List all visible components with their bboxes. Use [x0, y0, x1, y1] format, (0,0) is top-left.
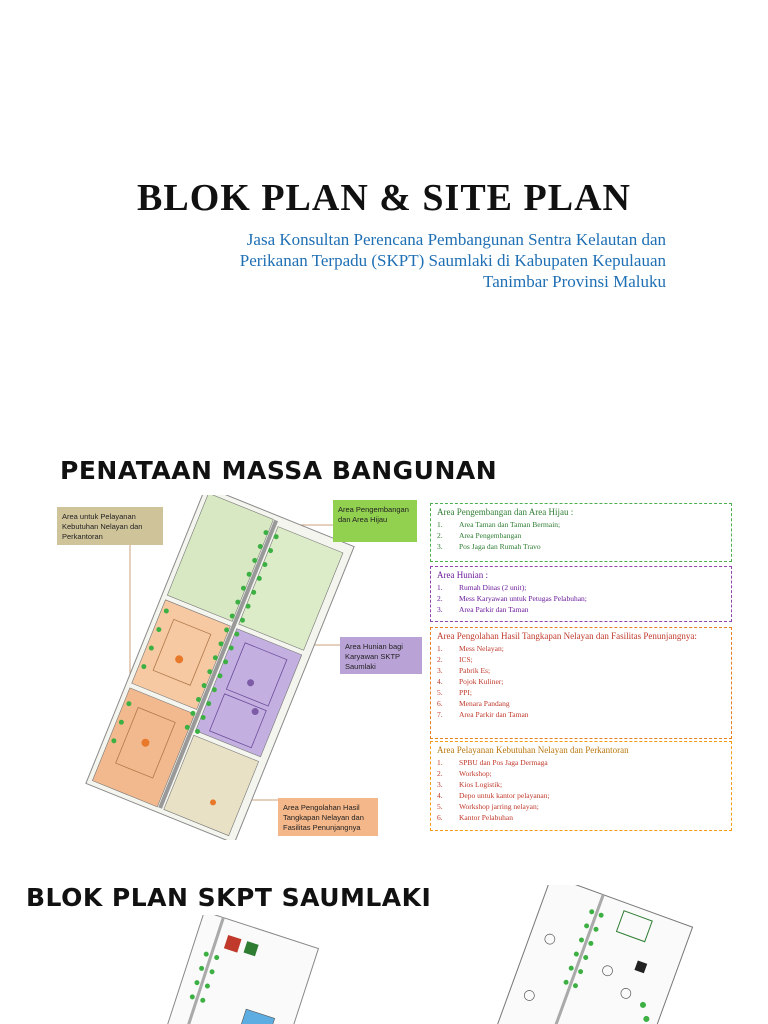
section-heading-blokplan: BLOK PLAN SKPT SAUMLAKI — [26, 883, 432, 912]
legend-title: Area Pelayanan Kebutuhan Nelayan dan Perkantoran — [437, 745, 629, 755]
legend-item: 3. Pabrik Es; — [437, 666, 491, 675]
legend-item: 4. Pojok Kuliner; — [437, 677, 504, 686]
legend-item: 7. Area Parkir dan Taman — [437, 710, 529, 719]
subtitle-line: Tanimbar Provinsi Maluku — [483, 272, 666, 291]
legend-item: 3. Pos Jaga dan Rumah Travo — [437, 542, 541, 551]
legend-title: Area Pengolahan Hasil Tangkapan Nelayan dan Fasilitas Penunjangnya: — [437, 631, 697, 641]
callout-hunian: Area Hunian bagi Karyawan SKTP Saumlaki — [340, 637, 422, 674]
legend-pengembangan — [430, 503, 732, 562]
legend-item: 2. ICS; — [437, 655, 473, 664]
legend-item: 6. Menara Pandang — [437, 699, 510, 708]
legend-item: 4. Depo untuk kantor pelayanan; — [437, 791, 550, 800]
legend-item: 2. Mess Karyawan untuk Petugas Pelabuhan; — [437, 594, 587, 603]
legend-pengolahan — [430, 627, 732, 739]
section-heading-penataan: PENATAAN MASSA BANGUNAN — [60, 456, 498, 485]
page-title: BLOK PLAN & SITE PLAN — [137, 177, 631, 219]
legend-title: Area Pengembangan dan Area Hijau : — [437, 507, 574, 517]
site-boundary — [493, 885, 692, 1024]
legend-item: 2. Area Pengembangan — [437, 531, 522, 540]
subtitle-line: Jasa Konsultan Perencana Pembangunan Sentra Kelautan dan — [246, 230, 666, 249]
legend-item: 5. Workshop jarring nelayan; — [437, 802, 539, 811]
legend-pelayanan — [430, 741, 732, 831]
block-plan-left-drawing — [140, 915, 330, 1024]
legend-hunian — [430, 566, 732, 622]
page-subtitle — [106, 229, 666, 292]
legend-item: 6. Kantor Pelabuhan — [437, 813, 513, 822]
legend-item: 2. Workshop; — [437, 769, 492, 778]
legend-item: 1. Mess Nelayan; — [437, 644, 504, 653]
legend-item: 5. PPI; — [437, 688, 472, 697]
legend-item: 1. Area Taman dan Taman Bermain; — [437, 520, 561, 529]
legend-item: 3. Area Parkir dan Taman — [437, 605, 529, 614]
block-plan-right-drawing — [480, 885, 695, 1024]
callout-pengolahan: Area Pengolahan Hasil Tangkapan Nelayan dan Fasilitas Penunjangnya — [278, 798, 378, 836]
legend-item: 3. Kios Logistik; — [437, 780, 503, 789]
legend-title: Area Hunian : — [437, 570, 488, 580]
callout-pelayanan: Area untuk Pelayanan Kebutuhan Nelayan dan Perkantoran — [57, 507, 163, 545]
subtitle-line: Perikanan Terpadu (SKPT) Saumlaki di Kabupaten Kepulauan — [239, 251, 666, 270]
callout-pengembangan: Area Pengembangan dan Area Hijau — [333, 500, 417, 542]
site-boundary — [155, 915, 319, 1024]
legend-item: 1. Rumah Dinas (2 unit); — [437, 583, 527, 592]
legend-item: 1. SPBU dan Pos Jaga Dermaga — [437, 758, 548, 767]
